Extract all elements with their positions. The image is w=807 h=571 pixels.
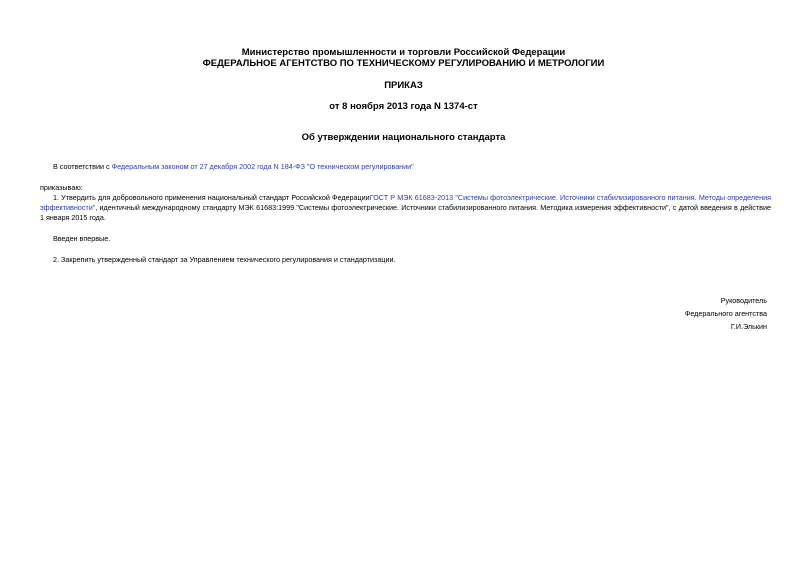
signature-role-line1: Руководитель xyxy=(720,296,767,305)
item-1-prefix: 1. Утвердить для добровольного применения национальный стандарт Российской Федерации xyxy=(53,193,370,202)
signature-role-line2: Федерального агентства xyxy=(684,309,767,318)
order-word: приказываю: xyxy=(40,183,83,192)
document-subject: Об утверждении национального стандарта xyxy=(301,132,506,143)
intro-paragraph xyxy=(53,162,773,172)
ministry-title: Министерство промышленности и торговли Российской Федерации xyxy=(241,47,566,58)
federal-law-link[interactable]: Федеральным законом от 27 декабря 2002 года N 184-ФЗ "О техническом регулировании" xyxy=(111,162,414,171)
intro-prefix: В соответствии с xyxy=(53,162,112,171)
item-2-paragraph: 2. Закрепить утвержденный стандарт за Управлением технического регулирования и стандартизации. xyxy=(53,255,396,264)
signature-block xyxy=(685,294,767,333)
gost-standard-link[interactable]: ГОСТ Р МЭК 61683-2013 "Системы фотоэлектрические. Источники стабилизированного питания. Методы определения эффективности" xyxy=(40,193,771,212)
document-date-number: от 8 ноября 2013 года N 1374-ст xyxy=(329,101,478,112)
document-type: ПРИКАЗ xyxy=(384,80,423,91)
agency-title: ФЕДЕРАЛЬНОЕ АГЕНТСТВО ПО ТЕХНИЧЕСКОМУ РЕГУЛИРОВАНИЮ И МЕТРОЛОГИИ xyxy=(202,58,605,69)
introduced-first-note: Введен впервые. xyxy=(53,234,111,243)
signature-name: Г.И.Элькин xyxy=(730,322,767,331)
item-1-suffix: , идентичный международному стандарту МЭК 61683:1999 "Системы фотоэлектрические. Источники стабилизированного питания. Методика измерения эффективности", с датой введения в действие 1 января 2015 года. xyxy=(40,203,771,222)
item-1-paragraph xyxy=(40,193,771,223)
